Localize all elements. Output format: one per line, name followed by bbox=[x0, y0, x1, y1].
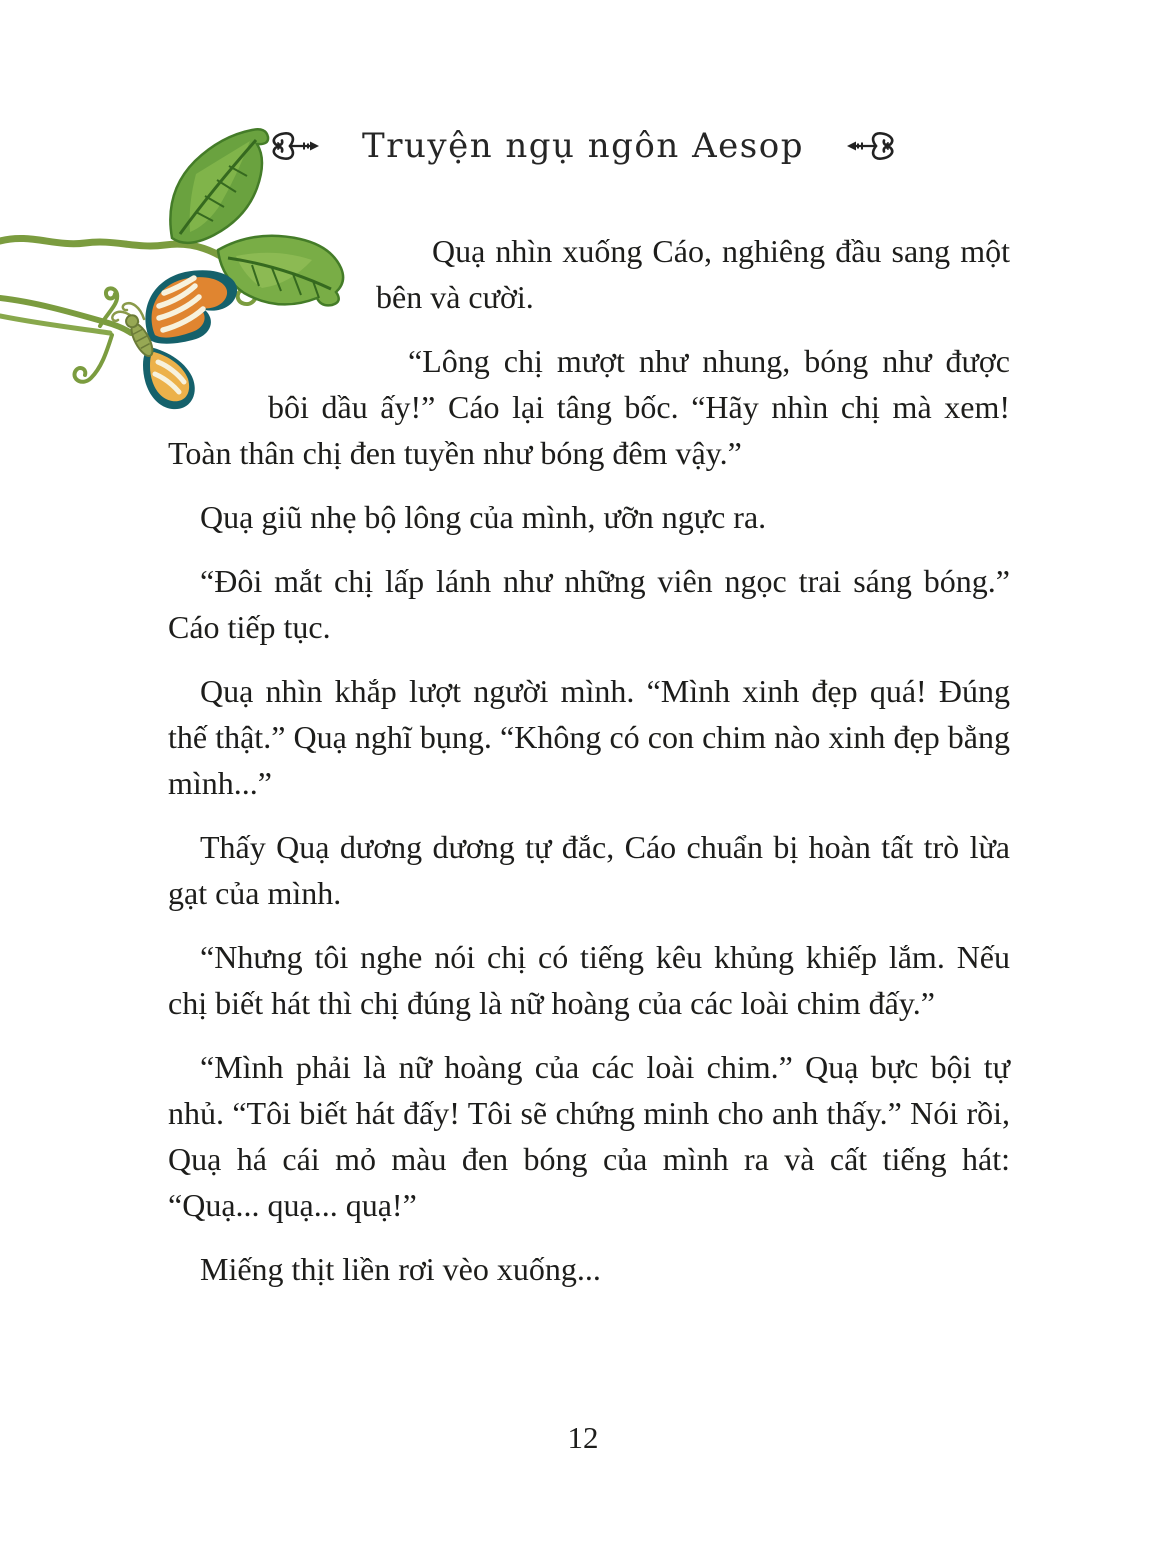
paragraph: Thấy Quạ dương dương tự đắc, Cáo chuẩn bị hoàn tất trò lừa gạt của mình. bbox=[168, 829, 1010, 911]
page-title: Truyện ngụ ngôn Aesop bbox=[362, 126, 804, 166]
paragraph: “Mình phải là nữ hoàng của các loài chim.” Quạ bực bội tự nhủ. “Tôi biết hát đấy! Tôi sẽ chứng minh cho anh thấy.” Nói rồi, Quạ há cái mỏ màu đen bóng của mình ra và cất tiếng hát: “Quạ... quạ... quạ!” bbox=[168, 1049, 1010, 1223]
page-number: 12 bbox=[567, 1420, 599, 1455]
paragraph: Quạ nhìn khắp lượt người mình. “Mình xinh đẹp quá! Đúng thế thật.” Quạ nghĩ bụng. “Không có con chim nào xinh đẹp bằng mình...” bbox=[168, 673, 1010, 801]
paragraph: Miếng thịt liền rơi vèo xuống... bbox=[200, 1251, 601, 1287]
paragraph: “Nhưng tôi nghe nói chị có tiếng kêu khủng khiếp lắm. Nếu chị biết hát thì chị đúng là nữ hoàng của các loài chim đấy.” bbox=[168, 939, 1010, 1021]
story-text bbox=[168, 228, 1010, 1310]
paragraph: Quạ giũ nhẹ bộ lông của mình, ưỡn ngực ra. bbox=[200, 499, 767, 535]
paragraph: “Lông chị mượt như nhung, bóng như được bôi dầu ấy!” Cáo lại tâng bốc. “Hãy nhìn chị mà xem! Toàn thân chị đen tuyền như bóng đêm vậy.” bbox=[168, 343, 1010, 471]
paragraph: “Đôi mắt chị lấp lánh như những viên ngọc trai sáng bóng.” Cáo tiếp tục. bbox=[168, 563, 1010, 645]
tendril-down bbox=[74, 335, 112, 382]
leaf-upper bbox=[170, 129, 268, 243]
fleuron-right-icon bbox=[840, 130, 898, 162]
paragraph: Quạ nhìn xuống Cáo, nghiêng đầu sang một bên và cười. bbox=[376, 233, 1010, 315]
